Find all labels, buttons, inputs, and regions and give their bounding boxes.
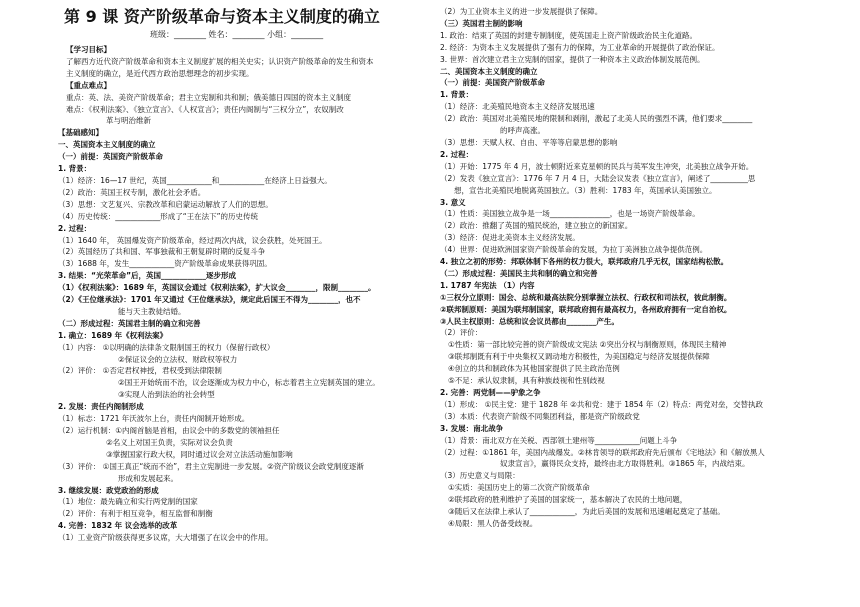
page-title: 第 9 课 资产阶级革命与资本主义制度的确立 [64,7,380,26]
right-text-line: ②联邦制原则：美国为联邦制国家，联邦政府拥有最高权力，各州政府拥有一定自治权。 [440,304,732,314]
right-text-line: （3）本质：代表资产阶级不同集团利益，都是资产阶级政党 [440,411,640,421]
left-text-line: （二）形成过程：英国君主制的确立和完善 [58,318,201,328]
right-text-line: 4. 独立之初的形势：邦联体制下各州的权力很大，联邦政府几乎无权，国家结构松散。 [440,257,729,267]
left-text-line: 【基础感知】 [58,128,103,138]
right-text-line: 2. 完善：两党制——驴象之争 [440,388,541,397]
left-text-line: 形成和发展起来。 [118,473,178,483]
right-text-line: ③随后又在法律上承认了____________，为此后美国的发展和迅速崛起奠定了基础。 [448,507,725,517]
right-text-line: （3）经济：促进北美资本主义经济发展。 [440,233,580,243]
left-text-line: （1）1640 年， 英国爆发资产阶级革命，经过两次内战，议会获胜，处死国王。 [58,235,327,245]
left-text-line: 3. 继续发展：政党政治的形成 [58,485,159,495]
right-text-line: （1）形成： ①民主党：建于 1828 年 ②共和党：建于 1854 年（2）特点：两党对垒，交替执政 [440,399,763,409]
right-column [440,6,820,530]
left-text-line: （3）1688 年，发生____________资产阶级革命成果获得巩固。 [58,259,272,269]
left-text-line: 4. 完善：1832 年 议会选举的改革 [58,521,178,531]
right-text-line: （二）形成过程：美国民主共和制的确立和完善 [440,268,598,278]
right-text-line: 3. 发展：南北战争 [440,423,504,433]
left-text-line: （2）评价： ①否定君权神授，君权受到法律限制 [58,366,222,376]
left-text-line: ③掌握国家行政大权，同时通过议会对立法活动施加影响 [106,449,293,459]
left-text-line: （1）经济：16—17 世纪，英国____________和____________在经济上日益强大。 [58,175,332,185]
left-text-line: 重点：英、法、美资产阶级革命；君主立宪制和共和制；俄美德日四国的资本主义制度 [66,92,351,102]
left-text-line: 【学习目标】 [66,45,111,54]
right-text-line: 2. 过程： [440,149,474,159]
right-text-line: （2）评价： [440,328,483,338]
left-text-line: 1. 背景： [58,164,92,174]
right-text-line: （1）开始：1775 年 4 月，波士顿附近来克星顿的民兵与英军发生冲突，北美独立战争开始。 [440,161,754,171]
right-text-block [440,6,820,530]
right-text-line: （1）性质：美国独立战争是一场________________，也是一场资产阶级革命。 [440,209,700,219]
left-text-line: 革与明治维新 [106,116,151,126]
left-text-line: 【重点难点】 [66,80,111,90]
right-text-line: 的呼声高涨。 [500,126,545,136]
right-text-line: 奴隶宣言》，赢得民众支持，最终由北方取得胜利。③1865 年，内战结束。 [500,459,750,469]
right-text-line: ③联邦制既有利于中央集权又调动地方积极性，为美国稳定与经济发展提供保障 [448,352,710,362]
right-text-line: ④创立的共和制政体为其他国家提供了民主政治范例 [448,364,620,374]
left-text-line: ②名义上对国王负责，实际对议会负责 [106,437,233,447]
right-text-line: （3）思想：天赋人权、自由、平等等启蒙思想的影响 [440,137,618,147]
left-text-line: （2）运行机制：①内阁首脑是首相，由议会中的多数党的领袖担任 [58,426,280,435]
right-text-line: 1. 背景： [440,90,474,100]
right-text-line: 二、美国资本主义制度的确立 [440,66,538,76]
left-text-line: 一、英国资本主义制度的确立 [58,140,156,150]
right-text-line: （三）英国君主制的影响 [440,18,523,28]
left-text-line: （1）内容： ①以明确的法律条文限制国王的权力（保留行政权） [58,342,275,352]
left-text-line: ②国王开始统而不治，议会逐渐成为权力中心，标志着君主立宪制英国的建立。 [118,378,380,388]
right-text-line: （4）世界：促进欧洲国家资产阶级革命的发展，为拉丁美洲独立战争提供范例。 [440,245,708,255]
right-text-line: ④局限：黑人仍备受歧视。 [448,518,538,528]
right-text-line: 1. 1787 年宪法 （1）内容 [440,280,535,290]
left-text-line: 1. 确立：1689 年《权利法案》 [58,330,168,340]
left-text-line: （2）英国经历了共和国、军事独裁和王朝复辟时期的反复斗争 [58,247,266,257]
left-text-line: （2）评价：有利于相互竞争，相互监督和制衡 [58,509,213,519]
right-text-line: （2）政治：英国对北美殖民地的限制和剥削，激起了北美人民的强烈不满，他们要求________ [440,114,753,124]
left-text-line: （1）《权利法案》：1689 年，英国议会通过《权利法案》，扩大议会________，限制________。 [58,283,376,293]
left-text-line: （1）地位：最先确立和实行两党制的国家 [58,497,198,507]
left-text-line: ②保证议会的立法权、财政权等权力 [118,354,238,364]
right-text-line: （2）发表《独立宣言》：1776 年 7 月 4 日，大陆会议发表《独立宣言》，阐述了__________思 [440,173,756,183]
right-text-line: ②联邦政府的胜利维护了美国的国家统一，基本解决了农民的土地问题， [448,495,688,505]
right-text-line: （2）为工业资本主义的进一步发展提供了保障。 [440,7,603,16]
left-text-line: （3）思想：文艺复兴、宗教改革和启蒙运动解放了人们的思想。 [58,199,273,209]
right-text-line: （1）经济：北美殖民地资本主义经济发展迅速 [440,102,595,112]
left-text-line: （2）政治：英国王权专制，激化社会矛盾。 [58,187,206,197]
left-text-line: ③实现人治到法治的社会转型 [118,390,215,400]
left-text-line: 3. 结果：“光荣革命”后，英国____________逐步形成 [58,271,237,281]
left-text-line: （1）标志：1721 年沃波尔上台，责任内阁制开始形成。 [58,414,250,424]
class-info-line: 班级：________ 姓名：________ 小组：________ [150,30,324,39]
left-text-line: （1）工业资产阶级获得更多议席，大大增强了在议会中的作用。 [58,533,273,543]
right-text-line: 3. 意义 [440,197,466,207]
left-text-block [58,44,428,544]
left-text-line: 2. 发展：责任内阁制形成 [58,402,144,412]
left-text-line: 了解西方近代资产阶级革命和资本主义制度扩展的相关史实；认识资产阶级革命的发生和资本 [66,56,374,66]
left-text-line: 主义制度的确立，是近代西方政治思想理念的初步实现。 [66,68,254,78]
left-text-line: 能与天主教徒结婚。 [118,306,186,316]
left-text-line: （3）评价： ①国王真正“统而不治”，君主立宪制进一步发展。②资产阶级议会政党制度逐渐 [58,461,364,471]
right-text-line: （1）背景：南北双方在关税、西部领土建州等____________问题上斗争 [440,435,678,445]
right-text-line: （2）过程：①1861 年，美国内战爆发。②林肯领导的联邦政府先后颁布《宅地法》和《解放黑人 [440,447,765,457]
right-text-line: ⑤不足：承认奴隶制，具有种族歧视和性别歧视 [448,376,605,386]
left-text-line: （一）前提：英国资产阶级革命 [58,152,163,162]
right-text-line: 想，宣告北美殖民地脱离英国独立。（3）胜利：1783 年，英国承认美国独立。 [454,185,717,195]
left-text-line: （2）《王位继承法》：1701 年又通过《王位继承法》，规定此后国王不得为________，也不 [58,295,361,305]
right-text-line: （3）历史意义与局限： [440,471,520,481]
right-text-line: 1. 政治：结束了英国的封建专制制度，使英国走上资产阶级政治民主化道路。 [440,30,698,40]
left-column [58,0,428,544]
left-text-line: 难点：《权利法案》、《独立宣言》、《人权宣言》；责任内阁制与“三权分立”，农奴制改 [66,104,344,114]
right-text-line: （2）政治：推翻了英国的殖民统治，建立独立的新国家。 [440,221,633,231]
right-text-line: ①三权分立原则：国会、总统和最高法院分别掌握立法权、行政权和司法权，彼此制衡。 [440,292,732,302]
right-text-line: 3. 世界：首次建立君主立宪制的国家，提供了一种资本主义政治体制发展范例。 [440,54,705,64]
left-text-line: 2. 过程： [58,223,92,233]
right-text-line: ①实质：美国历史上的第二次资产阶级革命 [448,483,590,493]
right-text-line: ③人民主权原则：总统和议会议员都由________产生。 [440,316,619,326]
right-text-line: ①性质：第一部比较完善的资产阶级成文宪法 ②突出分权与制衡原则，体现民主精神 [448,340,727,350]
right-text-line: （一）前提：美国资产阶级革命 [440,78,545,88]
right-text-line: 2. 经济：为资本主义发展提供了强有力的保障，为工业革命的开展提供了政治保证。 [440,42,720,52]
left-text-line: （4）历史传统：____________形成了“王在法下”的历史传统 [58,211,259,221]
